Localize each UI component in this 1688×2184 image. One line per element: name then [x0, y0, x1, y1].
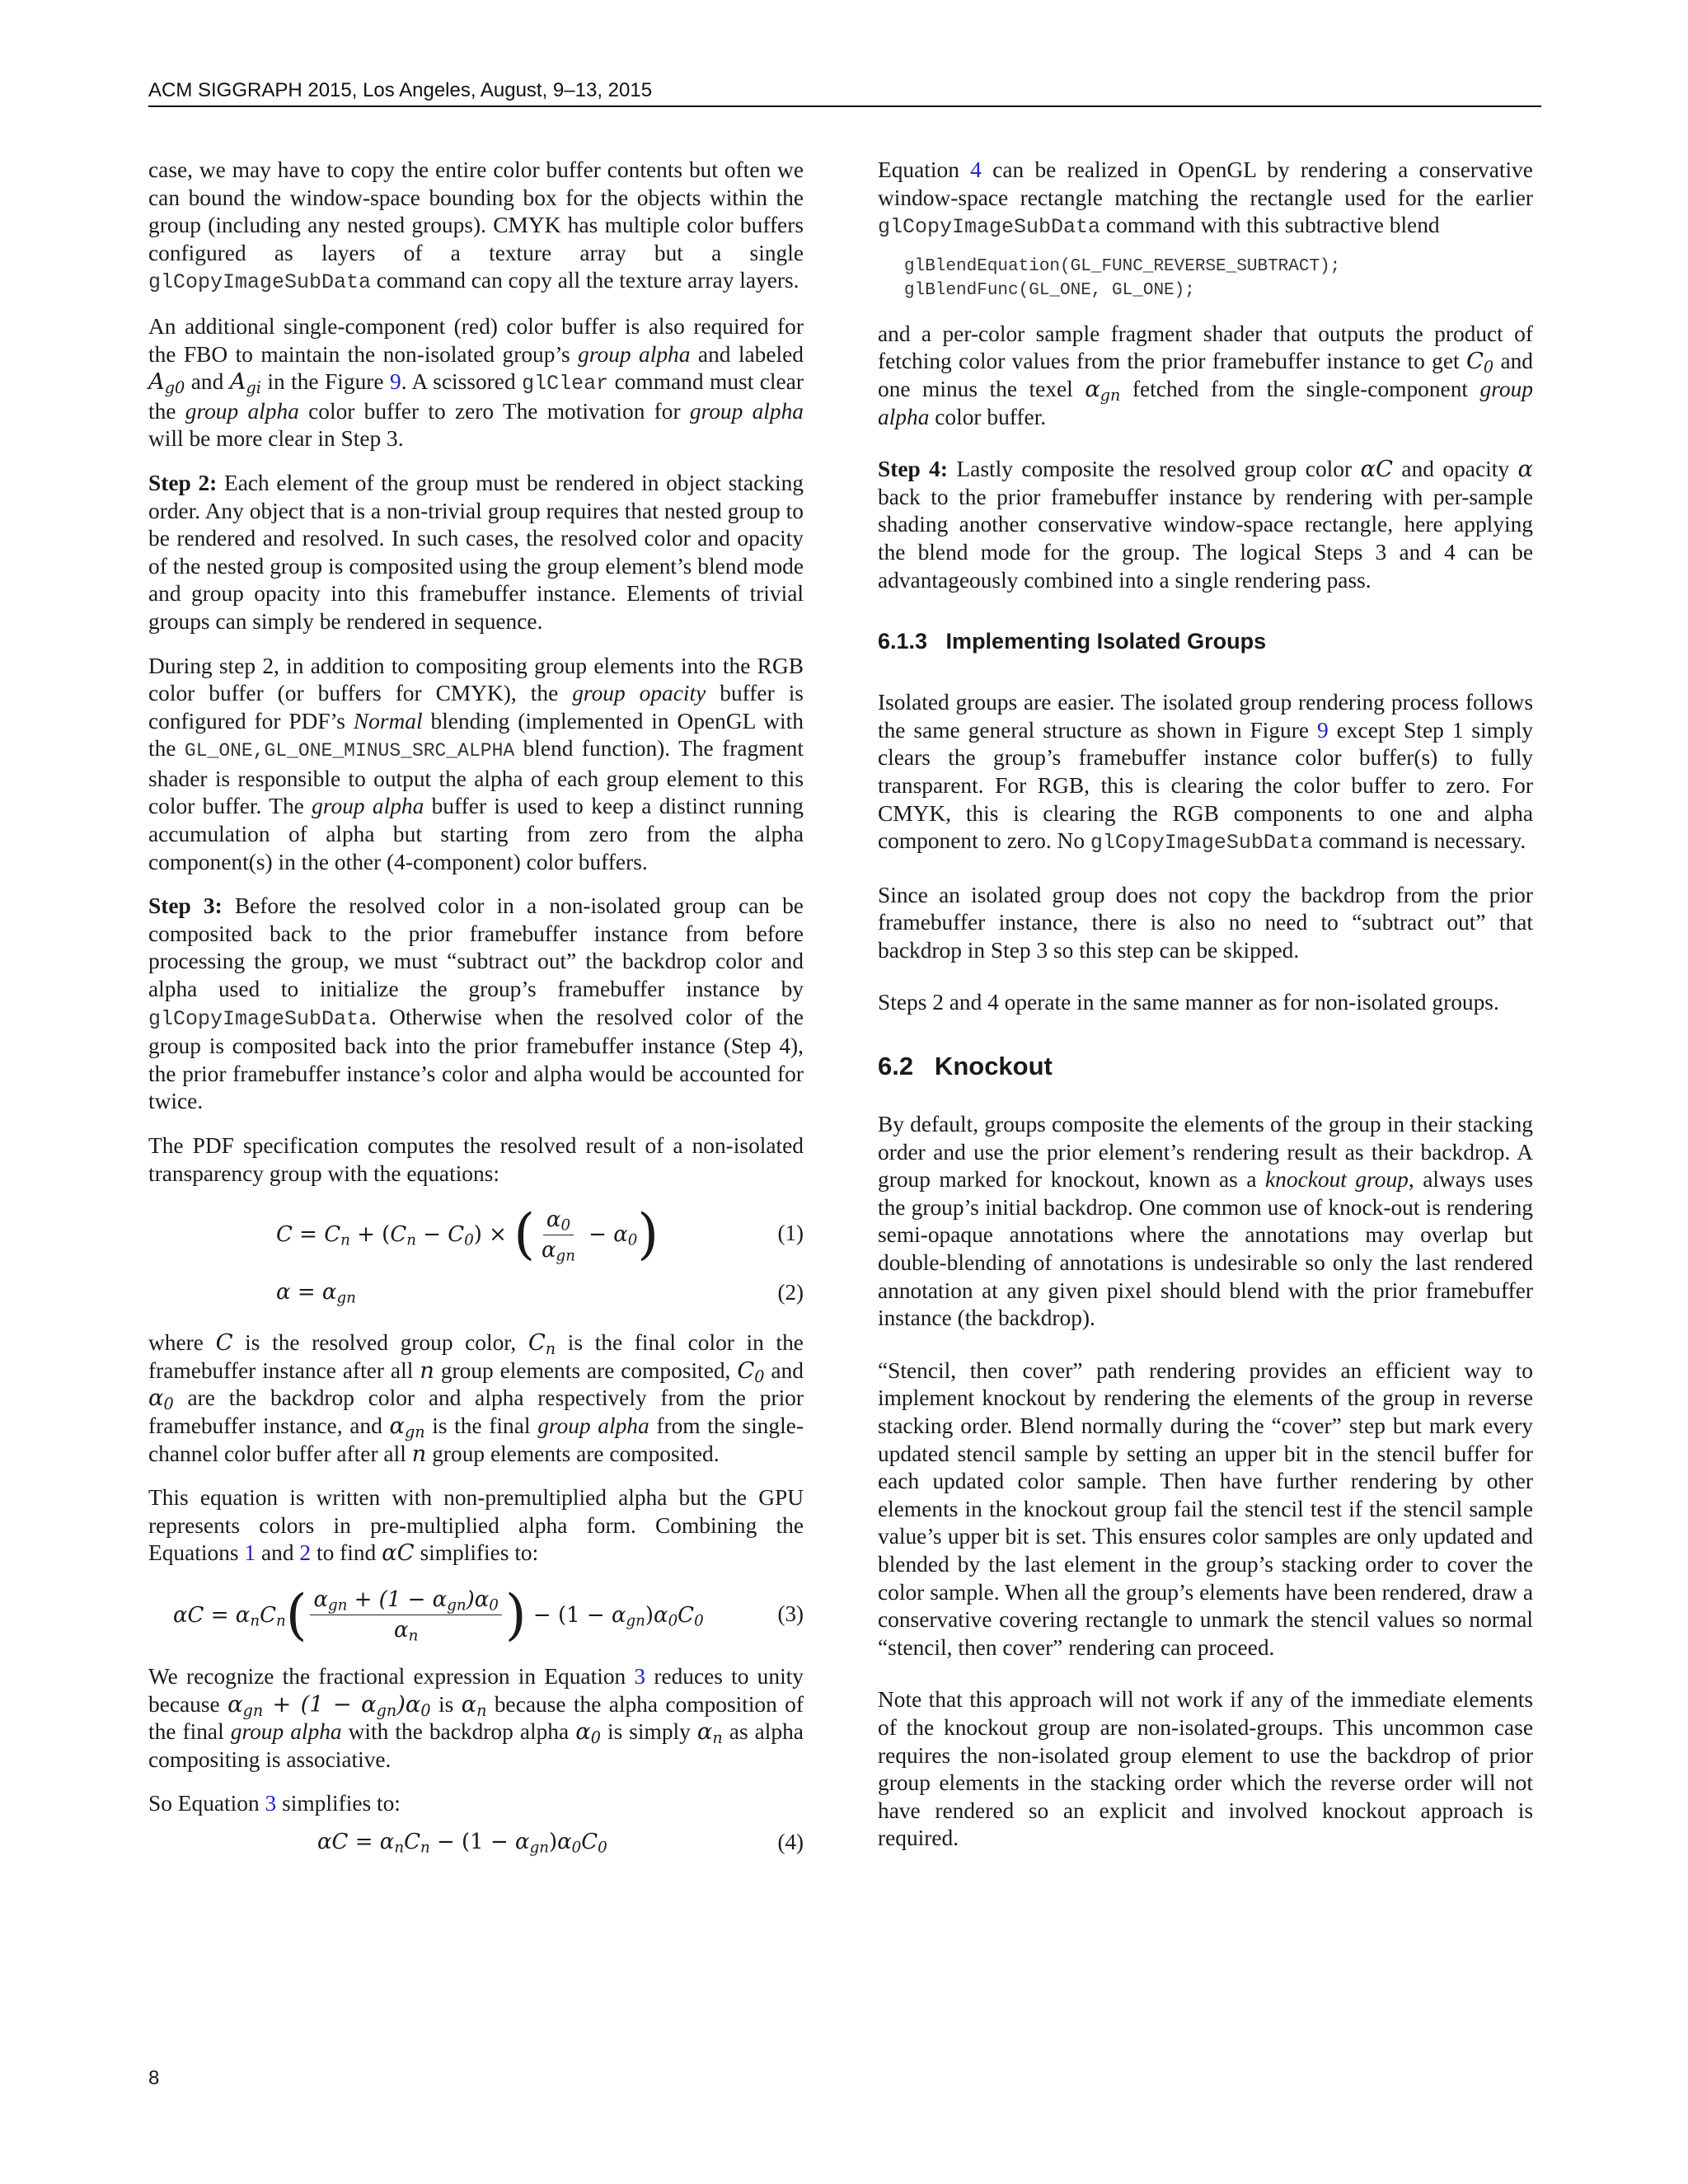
paragraph-step-3: Step 3: Before the resolved color in a non-isolated group can be composited back to the prior framebuffer instance from before processing the group, we must “subtract out” the backdrop color and alpha used to initialize the group’s framebuffer instance by glCopyImageSubData. Otherwise when the resolved color of the group is composited back into the prior framebuffer instance (Step 4), the prior framebuffer instance’s color and alpha would be accounted for twice.	[148, 893, 804, 1114]
equation-3: αC = $\alpha_nC_n$ ( $\frac{\alpha_{gn} + (1 - \alpha_{gn})\alpha_0}{\alpha_n}$ ) − (1 − $\alpha_{gn}$ ) $\alpha_0C_0$ (3)	[173, 1582, 804, 1647]
page-number: 8	[148, 2067, 160, 2089]
equation-ref-link[interactable]: 4	[970, 157, 982, 182]
paragraph: By default, groups composite the elements of the group in their stacking order and use the prior element’s rendering result as their backdrop. A group marked for knockout, known as a knockout group, always uses the group’s initial backdrop. One common use of knock-out is rendering semi-opaque annotations where the annotations may overlap but double-blending of annotations is undesirable so only the last rendered annotation at any given pixel should blend with the prior framebuffer instance (the backdrop).	[878, 1112, 1533, 1331]
running-header: ACM SIGGRAPH 2015, Los Angeles, August, 9–13, 2015	[148, 79, 653, 101]
paragraph: An additional single-component (red) color buffer is also required for the FBO to maintain the non-isolated group’s group alpha and labeled $A_{g0}$ and $A_{gi}$ in the Figure 9. A scissored glClear command must clear the group alpha color buffer to zero The motivation for group alpha will be more clear in Step 3.	[148, 313, 804, 452]
paragraph: Equation 4 can be realized in OpenGL by rendering a conservative window-space rectangle matching the rectangle used for the earlier glCopyImageSubData command with this subtractive blend	[878, 157, 1533, 240]
paragraph-step-4: Step 4: Lastly composite the resolved group color αC and opacity α back to the prior framebuffer instance by rendering with per-sample shading another conservative window-space rectangle, here applying the blend mode for the group. The logical Steps 3 and 4 can be advantageously combined into a single rendering pass.	[878, 457, 1533, 593]
equation-4: $\alpha C = \alpha_nC_n - (1 - \alpha_{gn})\alpha_0C_0$ (4)	[317, 1829, 804, 1857]
equation-1: C = $C_n$ + ( $C_n$ − $C_0$ ) × ( $\frac{\alpha_0}{\alpha_{gn}}$ − $\alpha_0$ ) (1)	[276, 1202, 804, 1267]
paragraph: This equation is written with non-premultiplied alpha but the GPU represents colors in pre-multiplied alpha form. Combining the Equations 1 and 2 to find αC simplifies to:	[148, 1485, 804, 1567]
paragraph: Steps 2 and 4 operate in the same manner as for non-isolated groups.	[878, 990, 1499, 1015]
figure-ref-link[interactable]: 9	[390, 369, 401, 395]
paragraph: “Stencil, then cover” path rendering provides an efficient way to implement knockout by rendering the elements of the group in reverse stacking order. Blend normally during the “cover” step but mark every updated stencil sample by setting an upper bit in the stencil buffer for each updated color sample. Then have further rendering by other elements in the knockout group fail the stencil test if the stencil sample value’s upper bit is set. This ensures color samples are only updated and blended by the last element in the group’s stacking order to cover the color sample. When all the group’s elements have been rendered, draw a conservative covering rectangle to unmark the stencil values so normal “stencil, then cover” rendering can proceed.	[878, 1357, 1533, 1660]
paragraph: We recognize the fractional expression in Equation 3 reduces to unity because $\alpha_{gn} + (1 - \alpha_{gn})\alpha_0$ is $\alpha_n$ because the alpha composition of the final group alpha with the backdrop alpha $\alpha_0$ is simply $\alpha_n$ as alpha compositing is associative.	[148, 1663, 804, 1772]
equation-ref-link[interactable]: 3	[265, 1791, 277, 1816]
paragraph: So Equation 3 simplifies to:	[148, 1791, 401, 1816]
paragraph: Isolated groups are easier. The isolated group rendering process follows the same general structure as shown in Figure 9 except Step 1 simply clears the group’s framebuffer instance color buffer(s) to fully transparent. For RGB, this is clearing the color buffer to zero. For CMYK, this is clearing the RGB components to one and alpha component to zero. No glCopyImageSubData command is necessary.	[878, 690, 1534, 855]
right-column	[878, 157, 1533, 1853]
figure-ref-link[interactable]: 9	[1317, 717, 1329, 743]
equation-ref-link[interactable]: 2	[299, 1540, 312, 1566]
paragraph: During step 2, in addition to compositing group elements into the RGB color buffer (or buffers for CMYK), the group opacity buffer is configured for PDF’s Normal blending (implemented in OpenGL with the GL_ONE,GL_ONE_MINUS_SRC_ALPHA blend function). The fragment shader is responsible to output the alpha of each group element to this color buffer. The group alpha buffer is used to keep a distinct running accumulation of alpha but starting from zero from the alpha component(s) in the other (4-component) color buffers.	[148, 653, 804, 874]
paragraph: case, we may have to copy the entire color buffer contents but often we can bound the window-space bounding box for the objects within the group (including any nested groups). CMYK has multiple color buffers configured as layers of a texture array but a single glCopyImageSubData command can copy all the texture array layers.	[148, 157, 804, 295]
paragraph: where C is the resolved group color, $C_n$ is the final color in the framebuffer instance after all n group elements are composited, $C_0$ and $\alpha_0$ are the backdrop color and alpha respectively from the prior framebuffer instance, and $\alpha_{gn}$ is the final group alpha from the single-channel color buffer after all n group elements are composited.	[148, 1330, 804, 1467]
paragraph: and a per-color sample fragment shader that outputs the product of fetching color values from the prior framebuffer instance to get $C_0$ and one minus the texel $\alpha_{gn}$ fetched from the single-component group alpha color buffer.	[878, 321, 1533, 429]
subsection-heading: 6.1.3 Implementing Isolated Groups	[878, 629, 1267, 654]
header-rule	[148, 105, 1541, 107]
equation-2: $\alpha = \alpha_{gn}$ (2)	[276, 1280, 804, 1307]
equation-ref-link[interactable]: 3	[634, 1663, 646, 1689]
paragraph: Note that this approach will not work if any of the immediate elements of the knockout group are non-isolated-groups. This uncommon case requires the non-isolated group element to use the backdrop of prior group elements in the stacking order which the reverse order will not have rendered so an explicit and involved knockout approach is required.	[878, 1687, 1533, 1851]
code-block: glBlendEquation(GL_FUNC_REVERSE_SUBTRACT); glBlendFunc(GL_ONE, GL_ONE);	[904, 256, 1341, 300]
paragraph: Since an isolated group does not copy the backdrop from the prior framebuffer instance, there is also no need to “subtract out” that backdrop in Step 3 so this step can be skipped.	[878, 882, 1533, 963]
paragraph: The PDF specification computes the resolved result of a non-isolated transparency group with the equations:	[148, 1133, 804, 1186]
paragraph-step-2: Step 2: Each element of the group must be rendered in object stacking order. Any object that is a non-trivial group requires that nested group to be rendered and resolved. In such cases, the resolved color and opacity of the nested group is composited using the group element’s blend mode and group opacity into this framebuffer instance. Elements of trivial groups can simply be rendered in sequence.	[148, 470, 804, 634]
section-heading: 6.2 Knockout	[878, 1052, 1053, 1081]
equation-ref-link[interactable]: 1	[244, 1540, 256, 1566]
left-column	[148, 157, 804, 1864]
